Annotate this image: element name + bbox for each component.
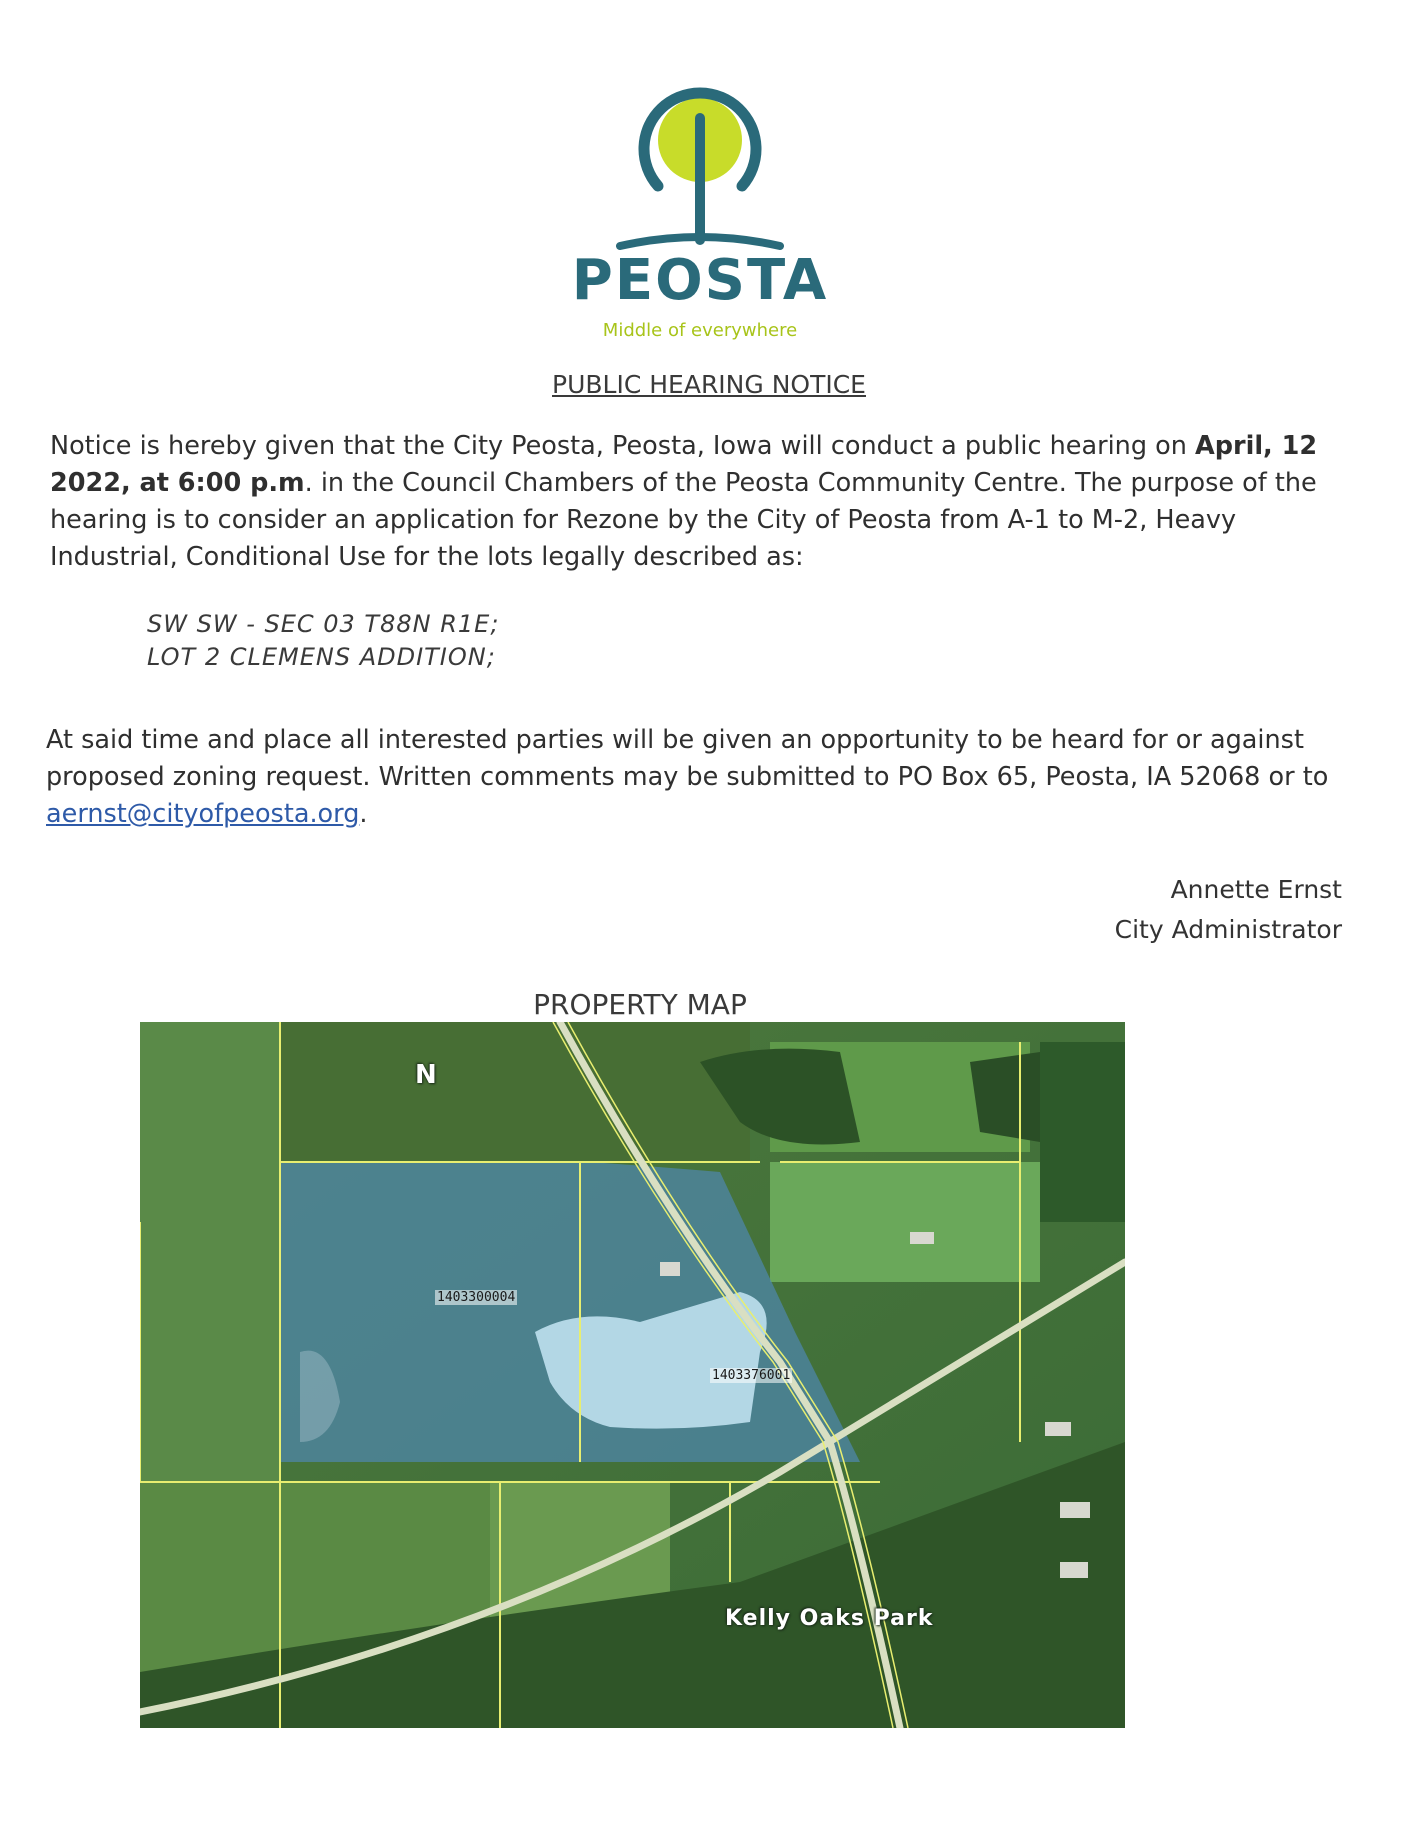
p2-end: . <box>359 799 368 829</box>
p1-text-b: . in the Council Chambers of the Peosta Community Centre. The purpose of the hearing is to consider an application for Rezone by the City of Peosta from A-1 to M-2, Heavy Industrial, Conditional Use for the lots legally described as: <box>50 468 1317 572</box>
legal-description <box>147 608 499 674</box>
logo-wordmark: PEOSTA <box>571 248 829 313</box>
hearing-date: April, 12 2022, at 6:00 p.m <box>50 431 1318 498</box>
notice-paragraph-1 <box>50 428 1350 576</box>
notice-heading: PUBLIC HEARING NOTICE <box>552 370 866 399</box>
north-label: N <box>415 1060 437 1090</box>
parcel-label-2: 1403376001 <box>712 1368 791 1383</box>
peosta-logo <box>540 78 860 348</box>
logo-tagline: Middle of everywhere <box>602 320 798 341</box>
signer-title: City Administrator <box>1114 915 1342 944</box>
signature-block <box>1115 870 1342 950</box>
aerial-map-image <box>140 1022 1125 1728</box>
park-label: Kelly Oaks Park <box>725 1606 934 1631</box>
email-link[interactable]: aernst@cityofpeosta.org <box>46 799 360 829</box>
property-map <box>140 1022 1125 1728</box>
legal-line-2: LOT 2 CLEMENS ADDITION; <box>147 643 496 671</box>
notice-paragraph-2 <box>46 722 1346 833</box>
signer-name: Annette Ernst <box>1170 875 1342 904</box>
p1-text-a: Notice is hereby given that the City Peosta, Peosta, Iowa will conduct a public hearing on <box>50 431 1196 461</box>
map-title: PROPERTY MAP <box>533 988 747 1021</box>
parcel-label-1: 1403300004 <box>437 1290 516 1305</box>
p2-text: At said time and place all interested parties will be given an opportunity to be heard for or against proposed zoning request. Written comments may be submitted to PO Box 65, Peosta, IA 52068 or to <box>46 725 1329 792</box>
legal-line-1: SW SW - SEC 03 T88N R1E; <box>147 610 500 638</box>
